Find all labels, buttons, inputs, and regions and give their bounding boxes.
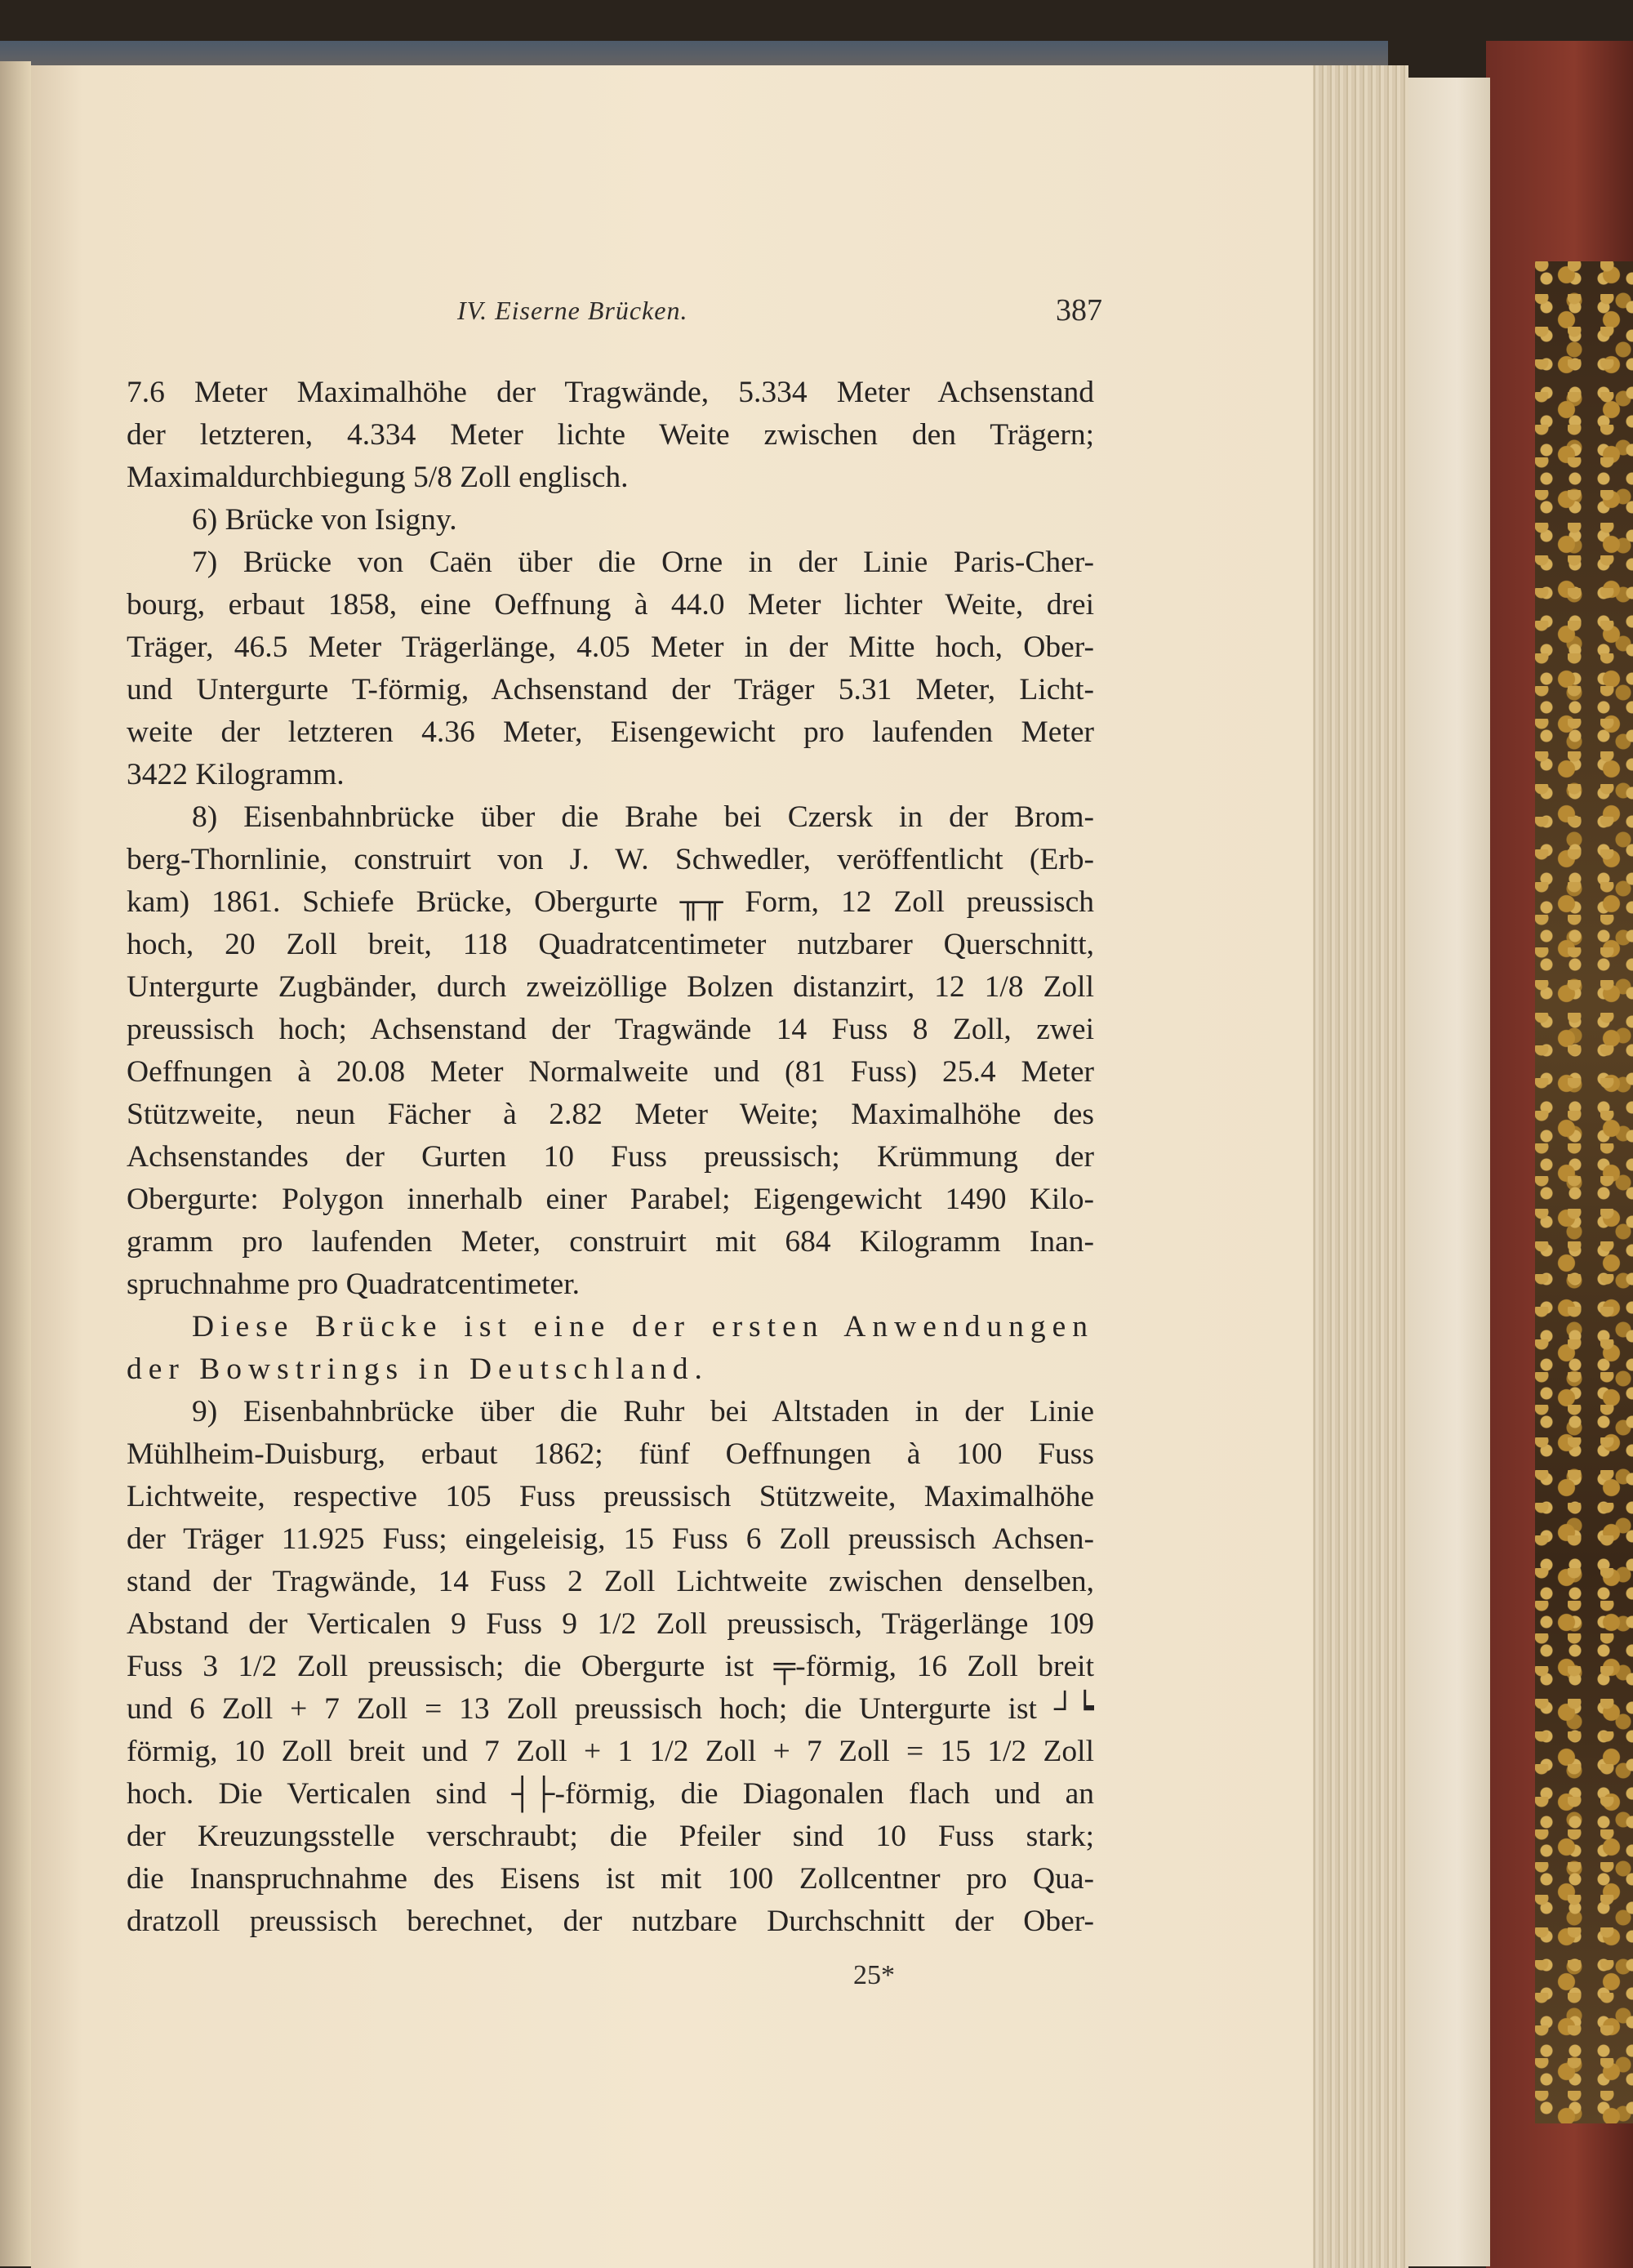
back-pages (1408, 78, 1490, 2266)
text-line: preussisch hoch; Achsenstand der Tragwände 14 Fuss 8 Zoll, zwei (127, 1013, 1094, 1046)
text-line: spruchnahme pro Quadratcentimeter. (127, 1268, 580, 1301)
text-line: 6) Brücke von Isigny. (192, 503, 457, 537)
text-line: dratzoll preussisch berechnet, der nutzbare Durchschnitt der Ober- (127, 1905, 1094, 1938)
text-line: bourg, erbaut 1858, eine Oeffnung à 44.0 Meter lichter Weite, drei (127, 588, 1094, 622)
text-line: Untergurte Zugbänder, durch zweizöllige Bolzen distanzirt, 12 1/8 Zoll (127, 970, 1094, 1004)
text-line: hoch. Die Verticalen sind ┤├-förmig, die Diagonalen flach und an (127, 1777, 1094, 1811)
text-line: der Kreuzungsstelle verschraubt; die Pfeiler sind 10 Fuss stark; (127, 1820, 1094, 1853)
running-title: IV. Eiserne Brücken. (457, 296, 688, 325)
text-line: die Inanspruchnahme des Eisens ist mit 100 Zollcentner pro Qua- (127, 1862, 1094, 1896)
text-line: stand der Tragwände, 14 Fuss 2 Zoll Lichtweite zwischen denselben, (127, 1565, 1094, 1598)
text-line: 9) Eisenbahnbrücke über die Ruhr bei Altstaden in der Linie (192, 1395, 1094, 1428)
text-line: 7) Brücke von Caën über die Orne in der Linie Paris-Cher- (192, 546, 1094, 579)
text-line: 7.6 Meter Maximalhöhe der Tragwände, 5.334 Meter Achsenstand (127, 376, 1094, 409)
text-line: Mühlheim-Duisburg, erbaut 1862; fünf Oeffnungen à 100 Fuss (127, 1437, 1094, 1471)
text-line: gramm pro laufenden Meter, construirt mit 684 Kilogramm Inan- (127, 1225, 1094, 1259)
text-line: Träger, 46.5 Meter Trägerlänge, 4.05 Meter in der Mitte hoch, Ober- (127, 630, 1094, 664)
text-line: 8) Eisenbahnbrücke über die Brahe bei Czersk in der Brom- (192, 800, 1094, 834)
previous-page-edge (0, 61, 31, 2266)
text-line: berg-Thornlinie, construirt von J. W. Schwedler, veröffentlicht (Erb- (127, 843, 1094, 876)
text-line: 3422 Kilogramm. (127, 758, 345, 791)
marbled-edge (1535, 261, 1633, 2123)
text-line: hoch, 20 Zoll breit, 118 Quadratcentimeter nutzbarer Querschnitt, (127, 928, 1094, 961)
text-line: förmig, 10 Zoll breit und 7 Zoll + 1 1/2 Zoll + 7 Zoll = 15 1/2 Zoll (127, 1735, 1094, 1768)
text-line: Fuss 3 1/2 Zoll preussisch; die Obergurte ist ╤-förmig, 16 Zoll breit (127, 1650, 1094, 1683)
text-line: Lichtweite, respective 105 Fuss preussisch Stützweite, Maximalhöhe (127, 1480, 1094, 1513)
page-edges (1310, 65, 1408, 2268)
text-line: kam) 1861. Schiefe Brücke, Obergurte ╥╥ Form, 12 Zoll preussisch (127, 885, 1094, 919)
text-line: Abstand der Verticalen 9 Fuss 9 1/2 Zoll preussisch, Trägerlänge 109 (127, 1607, 1094, 1641)
text-line: Diese Brücke ist eine der ersten Anwendungen (192, 1310, 1094, 1343)
page-number: 387 (1056, 293, 1102, 328)
signature-mark: 25* (853, 1960, 895, 1990)
text-line: Maximaldurchbiegung 5/8 Zoll englisch. (127, 461, 629, 494)
text-line: der Bowstrings in Deutschland. (127, 1352, 709, 1386)
text-line: Oeffnungen à 20.08 Meter Normalweite und (81 Fuss) 25.4 Meter (127, 1055, 1094, 1089)
page-header (457, 293, 1102, 336)
text-line: Obergurte: Polygon innerhalb einer Parabel; Eigengewicht 1490 Kilo- (127, 1183, 1094, 1216)
text-line: Achsenstandes der Gurten 10 Fuss preussisch; Krümmung der (127, 1140, 1094, 1174)
text-line: der letzteren, 4.334 Meter lichte Weite zwischen den Trägern; (127, 418, 1094, 452)
text-line: und 6 Zoll + 7 Zoll = 13 Zoll preussisch hoch; die Untergurte ist ┘┕ (127, 1692, 1094, 1726)
text-line: weite der letzteren 4.36 Meter, Eisengewicht pro laufenden Meter (127, 715, 1094, 749)
text-line: Stützweite, neun Fächer à 2.82 Meter Weite; Maximalhöhe des (127, 1098, 1094, 1131)
text-line: und Untergurte T-förmig, Achsenstand der Träger 5.31 Meter, Licht- (127, 673, 1094, 706)
text-line: der Träger 11.925 Fuss; eingeleisig, 15 Fuss 6 Zoll preussisch Achsen- (127, 1522, 1094, 1556)
